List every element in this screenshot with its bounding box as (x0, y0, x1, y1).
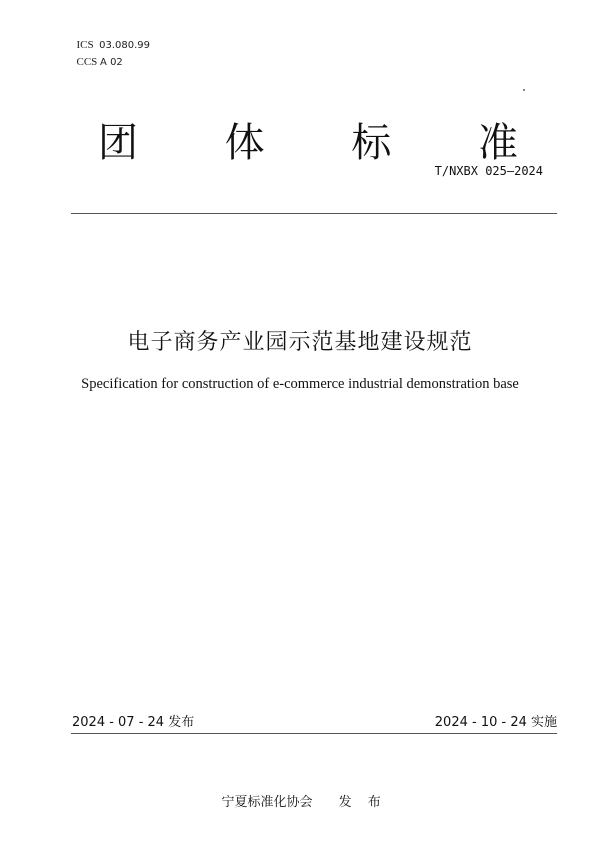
doc-type-char: 体 (224, 120, 265, 166)
doc-type-char: 准 (477, 120, 518, 166)
doc-type-char: 标 (351, 120, 392, 166)
standard-number: T/NXBX 025—2024 (434, 164, 543, 178)
ccs-code: A 02 (100, 57, 123, 68)
header-divider (71, 213, 557, 214)
publisher-organization: 宁夏标准化协会 (221, 795, 313, 810)
issue-date: 2024 - 07 - 24 发布 (72, 715, 195, 730)
publisher-action: 发 布 (338, 795, 387, 810)
ics-label: ICS (76, 39, 94, 51)
scan-speck (523, 89, 525, 91)
document-title-chinese: 电子商务产业园示范基地建设规范 (127, 330, 473, 355)
ccs-classification (71, 46, 123, 68)
ccs-label: CCS (76, 56, 98, 68)
footer-divider (71, 733, 557, 734)
publisher-line (0, 776, 600, 810)
document-type-heading (98, 118, 518, 168)
document-title-english: Specification for construction of e-commerce industrial demonstration base (81, 376, 519, 392)
ics-code: 03.080.99 (99, 40, 151, 51)
doc-type-char: 团 (98, 120, 138, 166)
implementation-date: 2024 - 10 - 24 实施 (434, 715, 557, 730)
